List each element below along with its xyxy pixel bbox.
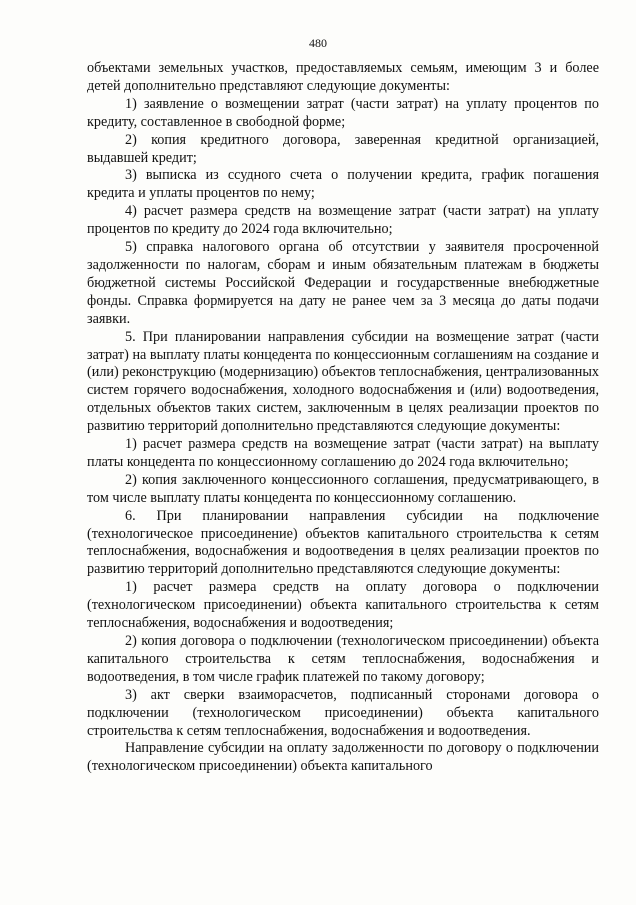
list-item-loan-account-statement: 3) выписка из ссудного счета о получении кредита, график погашения кредита и уплаты процентов по нему;	[87, 167, 599, 202]
list-item-reimbursement-calculation: 4) расчет размера средств на возмещение затрат (части затрат) на уплату процентов по кредиту до 2024 года включительно;	[87, 203, 599, 238]
list-item-tax-certificate: 5) справка налогового органа об отсутствии у заявителя просроченной задолженности по налогам, сборам и иным обязательным платежам в бюджеты бюджетной системы Российской Федерации и государственные внебюджетные фонды. Справка формируется на дату не ранее чем за 3 месяца до даты подачи заявки.	[87, 239, 599, 327]
list-item-application: 1) заявление о возмещении затрат (части затрат) на уплату процентов по кредиту, составленное в свободной форме;	[87, 95, 599, 130]
list-item-credit-contract-copy: 2) копия кредитного договора, заверенная кредитной организацией, выдавшей кредит;	[87, 131, 599, 166]
page-number: 480	[309, 36, 327, 50]
section-6-item-1: 1) расчет размера средств на оплату договора о подключении (технологическом присоединении) объекта капитального строительства к сетям теплоснабжения, водоснабжения и водоотведения;	[87, 579, 599, 632]
section-6-item-2: 2) копия договора о подключении (технологическом присоединении) объекта капитального строительства к сетям теплоснабжения, водоснабжения и водоотведения, в том числе график платежей по такому договору;	[87, 633, 599, 685]
closing-paragraph: Направление субсидии на оплату задолженности по договору о подключении (технологическом присоединении) объекта капитального	[87, 740, 599, 775]
section-5-item-1: 1) расчет размера средств на возмещение затрат (части затрат) на выплату платы концедента по концессионному соглашению до 2024 года включительно;	[87, 436, 599, 470]
section-6-paragraph: 6. При планировании направления субсидии на подключение (технологическое присоединение) объектов капитального строительства к сетям теплоснабжения, водоснабжения и водоотведения в целях реализации проектов по развитию территорий дополнительно представляются следующие документы:	[87, 507, 599, 578]
body-text	[87, 60, 599, 776]
section-5-paragraph: 5. При планировании направления субсидии на возмещение затрат (части затрат) на выплату платы концедента по концессионным соглашениям на создание и (или) реконструкцию (модернизацию) объектов теплоснабжения, централизованных систем горячего водоснабжения, холодного водоснабжения и (или) водоотведения, отдельных объектов таких систем, заключенным в целях реализации проектов по развитию территорий дополнительно представляются следующие документы:	[87, 328, 599, 435]
paragraph-continuation: объектами земельных участков, предоставляемых семьям, имеющим 3 и более детей дополнительно представляют следующие документы:	[87, 60, 599, 94]
section-5-item-2: 2) копия заключенного концессионного соглашения, предусматривающего, в том числе выплату платы концедента по концессионному соглашению.	[87, 471, 599, 506]
section-6-item-3: 3) акт сверки взаиморасчетов, подписанный сторонами договора о подключении (технологическом присоединении) объекта капитального строительства к сетям теплоснабжения, водоснабжения и водоотведения.	[87, 686, 599, 739]
